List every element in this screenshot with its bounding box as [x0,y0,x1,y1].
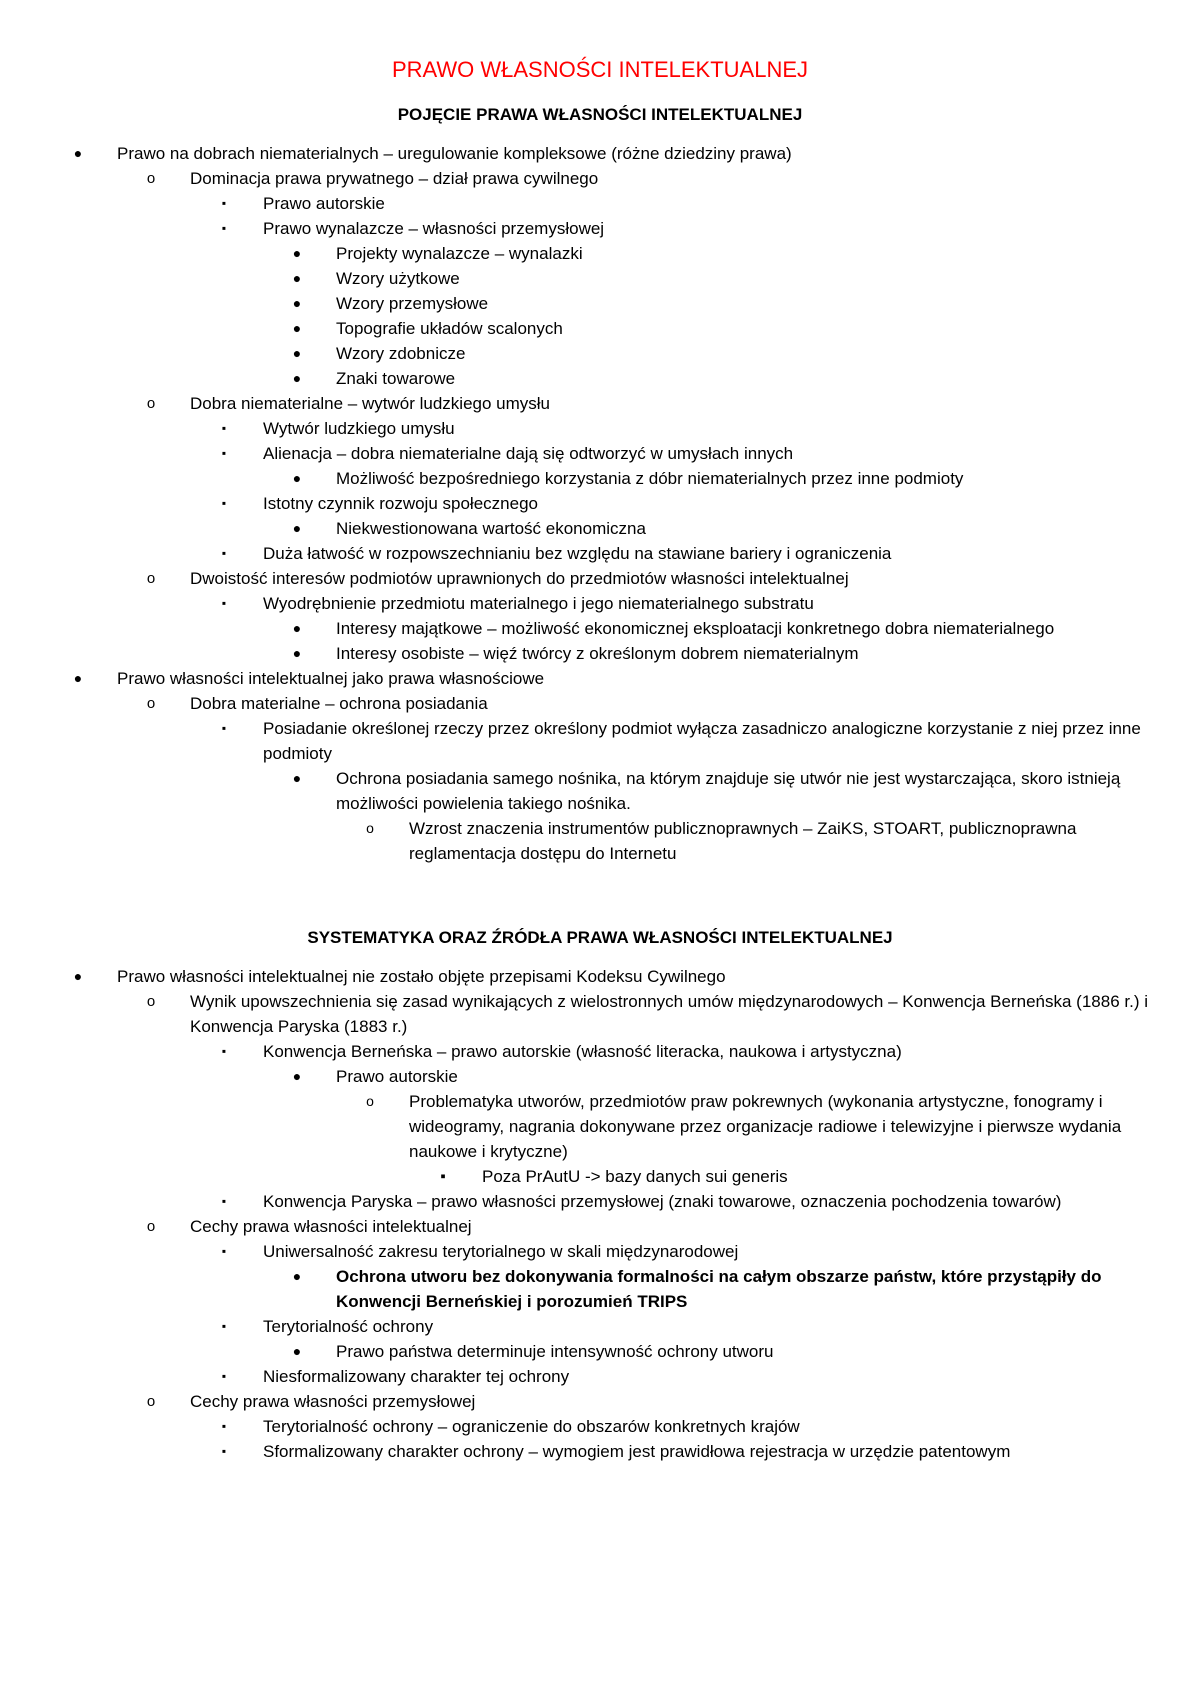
list-item [0,441,1160,466]
list-item-text: Sformalizowany charakter ochrony – wymogiem jest prawidłowa rejestracja w urzędzie patentowym [263,1442,1011,1461]
bullet-square-icon: ▪ [221,1419,227,1433]
bullet-dot-icon: ● [292,320,302,336]
list-item [0,666,1160,691]
bullet-dot-icon: ● [292,520,302,536]
list-item-text: Dobra niematerialne – wytwór ludzkiego umysłu [190,394,550,413]
bullet-square-icon: ▪ [221,546,227,560]
list-item-text: Ochrona posiadania samego nośnika, na którym znajduje się utwór nie jest wystarczająca, skoro istnieją możliwości powielenia takiego nośnika. [336,769,1121,813]
list-item-text: Ochrona utworu bez dokonywania formalności na całym obszarze państw, które przystąpiły do Konwencji Berneńskiej i porozumień TRIPS [336,1267,1102,1311]
list-item [0,291,1160,316]
list-item [0,964,1160,989]
list-item-text: Prawo na dobrach niematerialnych – uregulowanie kompleksowe (różne dziedziny prawa) [117,144,792,163]
bullet-dot-icon: ● [292,1068,302,1084]
bullet-dot-icon: ● [73,968,83,984]
bullet-square-icon: ▪ [221,196,227,210]
list-item [0,1339,1160,1364]
list-item-text: Wzory przemysłowe [336,294,489,313]
list-item-text: Alienacja – dobra niematerialne dają się odtworzyć w umysłach innych [263,444,794,463]
list-item [0,341,1160,366]
list-item-text: Niesformalizowany charakter tej ochrony [263,1367,570,1386]
list-item [0,766,1160,816]
list-item [0,141,1160,166]
bullet-circle-icon: o [146,1393,156,1410]
bullet-dot-icon: ● [292,345,302,361]
list-item-text: Dobra materialne – ochrona posiadania [190,694,488,713]
list-item-text: Topografie układów scalonych [336,319,563,338]
list-item [0,616,1160,641]
list-item [0,1364,1160,1389]
bullet-dot-icon: ● [292,1343,302,1359]
list-item-text: Uniwersalność zakresu terytorialnego w skali międzynarodowej [263,1242,739,1261]
list-item-text: Możliwość bezpośredniego korzystania z dóbr niematerialnych przez inne podmioty [336,469,964,488]
bullet-circle-icon: o [146,570,156,587]
list-item-text: Wzory zdobnicze [336,344,466,363]
list-item [0,366,1160,391]
list-item-text: Znaki towarowe [336,369,456,388]
bullet-square-icon: ▪ [221,1044,227,1058]
list-item [0,491,1160,516]
bullet-circle-icon: o [366,1093,374,1109]
list-item [0,1439,1160,1464]
list-item [0,1089,1160,1164]
list-item [0,691,1160,716]
list-item [0,1414,1160,1439]
list-item [0,516,1160,541]
list-item-text: Konwencja Paryska – prawo własności przemysłowej (znaki towarowe, oznaczenia pochodzenia towarów) [263,1192,1062,1211]
bullet-dot-icon: ● [292,645,302,661]
bullet-circle-icon: o [146,395,156,412]
list-item-text: Interesy osobiste – więź twórcy z określonym dobrem niematerialnym [336,644,859,663]
list-item-text: Wzory użytkowe [336,269,460,288]
list-item-text: Prawo autorskie [263,194,385,213]
bullet-square-icon: ▪ [221,596,227,610]
bullet-dot-icon: ● [292,245,302,261]
list-item-text: Poza PrAutU -> bazy danych sui generis [482,1167,788,1186]
list-item [0,391,1160,416]
bullet-square-icon: ▪ [221,496,227,510]
list-item [0,541,1160,566]
bullet-square-icon: ▪ [221,1444,227,1458]
section-outline [0,141,1200,866]
list-item-text: Posiadanie określonej rzeczy przez określony podmiot wyłącza zasadniczo analogiczne korzystanie z niej przez inne podmioty [263,719,1141,763]
list-item [0,1064,1160,1089]
list-item [0,591,1160,616]
list-item [0,716,1160,766]
list-item-text: Prawo własności intelektualnej nie zostało objęte przepisami Kodeksu Cywilnego [117,967,726,986]
bullet-circle-icon: o [146,1218,156,1235]
bullet-circle-icon: o [366,820,374,836]
list-item-text: Duża łatwość w rozpowszechnianiu bez względu na stawiane bariery i ograniczenia [263,544,892,563]
list-item [0,216,1160,241]
bullet-square-icon: ▪ [221,1319,227,1333]
list-item [0,316,1160,341]
list-item [0,1189,1160,1214]
list-item-text: Niekwestionowana wartość ekonomiczna [336,519,646,538]
list-item [0,1214,1160,1239]
bullet-dot-icon: ● [292,370,302,386]
list-item-text: Dominacja prawa prywatnego – dział prawa cywilnego [190,169,599,188]
list-item [0,416,1160,441]
list-item-text: Prawo wynalazcze – własności przemysłowej [263,219,605,238]
list-item [0,266,1160,291]
list-item-text: Cechy prawa własności przemysłowej [190,1392,476,1411]
list-item-text: Istotny czynnik rozwoju społecznego [263,494,538,513]
bullet-square-icon: ▪ [221,1244,227,1258]
list-item-text: Konwencja Berneńska – prawo autorskie (własność literacka, naukowa i artystyczna) [263,1042,902,1061]
list-item-text: Terytorialność ochrony – ograniczenie do obszarów konkretnych krajów [263,1417,800,1436]
list-item-text: Problematyka utworów, przedmiotów praw pokrewnych (wykonania artystyczne, fonogramy i wideogramy, nagrania dokonywane przez organizacje radiowe i telewizyjne i pierwsze wydania naukowe i krytyczne) [409,1092,1122,1161]
list-item [0,1164,1160,1189]
list-item-text: Interesy majątkowe – możliwość ekonomicznej eksploatacji konkretnego dobra niematerialnego [336,619,1055,638]
list-item-text: Cechy prawa własności intelektualnej [190,1217,472,1236]
list-item-text: Prawo państwa determinuje intensywność ochrony utworu [336,1342,774,1361]
bullet-dot-icon: ● [292,470,302,486]
document-title: PRAWO WŁASNOŚCI INTELEKTUALNEJ [391,57,809,82]
bullet-square-icon: ▪ [221,221,227,235]
list-item [0,989,1160,1039]
list-item [0,466,1160,491]
bullet-circle-icon: o [146,993,156,1010]
list-item-text: Wzrost znaczenia instrumentów publicznoprawnych – ZaiKS, STOART, publicznoprawna reglamentacja dostępu do Internetu [409,819,1077,863]
bullet-square-icon: ▪ [221,421,227,435]
bullet-square-icon: ▪ [221,1194,227,1208]
list-item-text: Terytorialność ochrony [263,1317,434,1336]
bullet-square-icon: ▪ [440,1168,446,1185]
list-item-text: Wynik upowszechnienia się zasad wynikających z wielostronnych umów międzynarodowych – Konwencja Berneńska (1886 r.) i Konwencja Paryska (1883 r.) [190,992,1148,1036]
bullet-dot-icon: ● [292,1268,302,1284]
bullet-dot-icon: ● [292,295,302,311]
list-item-text: Projekty wynalazcze – wynalazki [336,244,583,263]
list-item [0,191,1160,216]
bullet-square-icon: ▪ [221,1369,227,1383]
list-item-text: Wyodrębnienie przedmiotu materialnego i jego niematerialnego substratu [263,594,814,613]
bullet-dot-icon: ● [292,270,302,286]
bullet-dot-icon: ● [292,620,302,636]
section-outline [0,964,1200,1464]
list-item [0,241,1160,266]
list-item-text: Prawo własności intelektualnej jako prawa własnościowe [117,669,545,688]
list-item [0,816,1160,866]
list-item [0,641,1160,666]
bullet-dot-icon: ● [292,770,302,786]
list-item-text: Wytwór ludzkiego umysłu [263,419,455,438]
bullet-dot-icon: ● [73,670,83,686]
list-item-text: Dwoistość interesów podmiotów uprawnionych do przedmiotów własności intelektualnej [190,569,849,588]
bullet-circle-icon: o [146,695,156,712]
list-item-text: Prawo autorskie [336,1067,458,1086]
section-heading: SYSTEMATYKA ORAZ ŹRÓDŁA PRAWA WŁASNOŚCI INTELEKTUALNEJ [307,928,893,947]
list-item [0,1039,1160,1064]
list-item [0,166,1160,191]
bullet-square-icon: ▪ [221,446,227,460]
bullet-circle-icon: o [146,170,156,187]
bullet-dot-icon: ● [73,145,83,161]
list-item [0,1314,1160,1339]
bullet-square-icon: ▪ [221,721,227,735]
section-heading: POJĘCIE PRAWA WŁASNOŚCI INTELEKTUALNEJ [397,105,803,124]
list-item [0,566,1160,591]
list-item [0,1239,1160,1264]
list-item [0,1264,1160,1314]
list-item [0,1389,1160,1414]
